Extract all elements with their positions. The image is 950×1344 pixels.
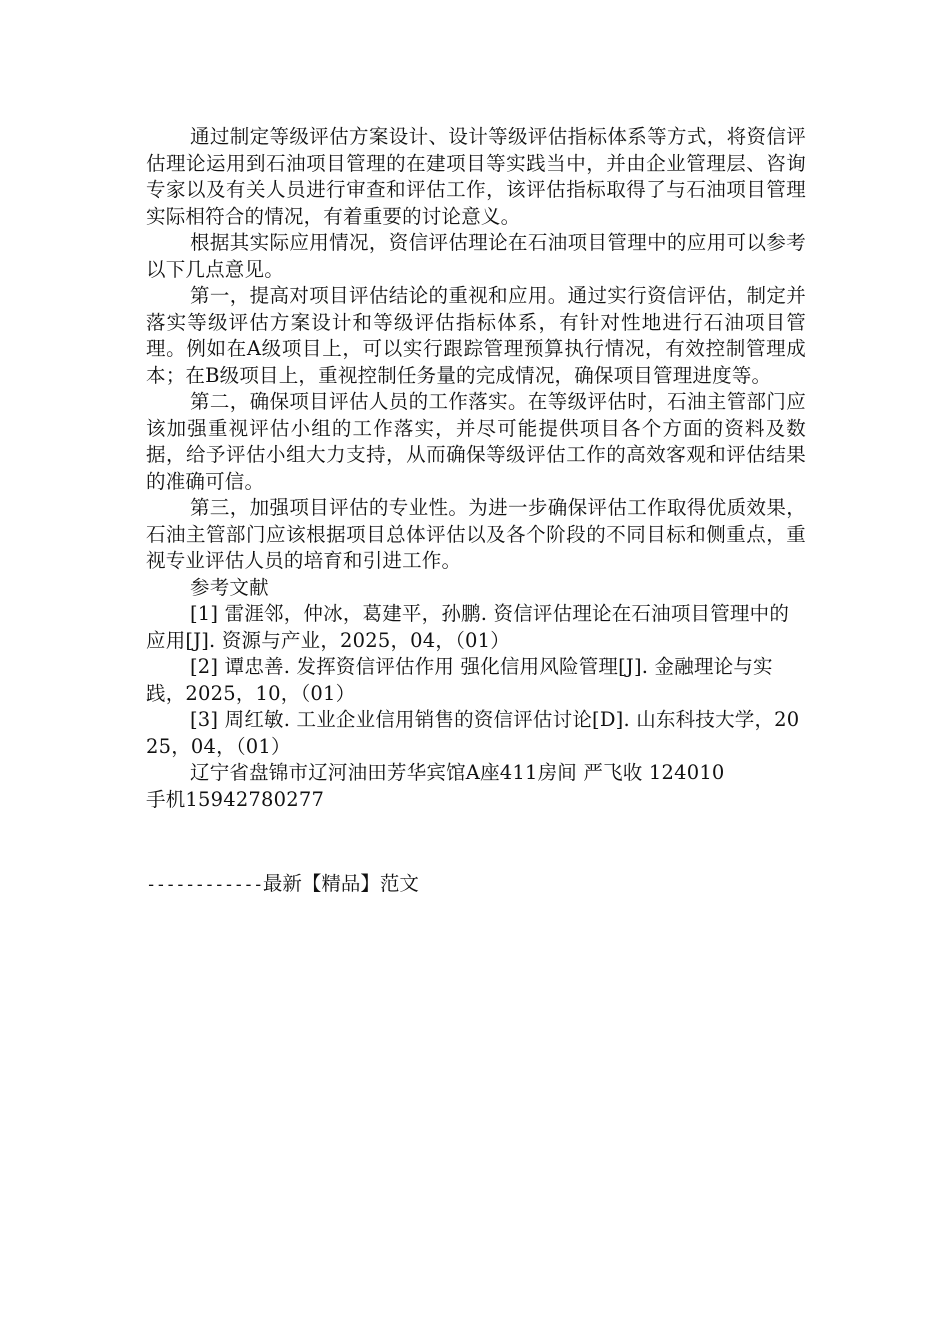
footer-dashes: ------------ [146,875,263,895]
body-paragraph-2: 根据其实际应用情况，资信评估理论在石油项目管理中的应用可以参考以下几点意见。 [146,231,806,281]
mailing-address-text: 辽宁省盘锦市辽河油田芳华宾馆A座411房间 严飞收 124010 [190,761,725,784]
body-paragraph-4: 第二，确保项目评估人员的工作落实。在等级评估时，石油主管部门应该加强重视评估小组的工作落实，并尽可能提供项目各个方面的资料及数据，给予评估小组大力支持，从而确保等级评估工作的高效客观和评估结果的准确可信。 [146,390,806,493]
document-body [146,124,806,813]
body-paragraph-5: 第三，加强项目评估的专业性。为进一步确保评估工作取得优质效果，石油主管部门应该根据项目总体评估以及各个阶段的不同目标和侧重点，重视专业评估人员的培育和引进工作。 [146,496,806,572]
footer-label: 最新【精品】范文 [262,872,419,895]
reference-item-1: [1] 雷涯邻，仲冰，葛建平，孙鹏. 资信评估理论在石油项目管理中的应用[J]. 资源与产业，2025，04，（01） [146,602,790,652]
body-paragraph-3: 第一，提高对项目评估结论的重视和应用。通过实行资信评估，制定并落实等级评估方案设计和等级评估指标体系，有针对性地进行石油项目管理。例如在A级项目上，可以实行跟踪管理预算执行情况，有效控制管理成本；在B级项目上，重视控制任务量的完成情况，确保项目管理进度等。 [146,284,806,387]
reference-item-3: [3] 周红敏. 工业企业信用销售的资信评估讨论[D]. 山东科技大学，2025，04，（01） [146,708,800,758]
contact-phone: 手机15942780277 [146,787,325,811]
mailing-address [146,760,806,787]
references-heading: 参考文献 [190,575,269,599]
footer-banner [146,871,419,898]
reference-item-2: [2] 谭忠善. 发挥资信评估作用 强化信用风险管理[J]. 金融理论与实践，2025，10，（01） [146,655,773,705]
body-paragraph-1: 通过制定等级评估方案设计、设计等级评估指标体系等方式，将资信评估理论运用到石油项目管理的在建项目等实践当中，并由企业管理层、咨询专家以及有关人员进行审查和评估工作，该评估指标取得了与石油项目管理实际相符合的情况，有着重要的讨论意义。 [146,125,806,228]
